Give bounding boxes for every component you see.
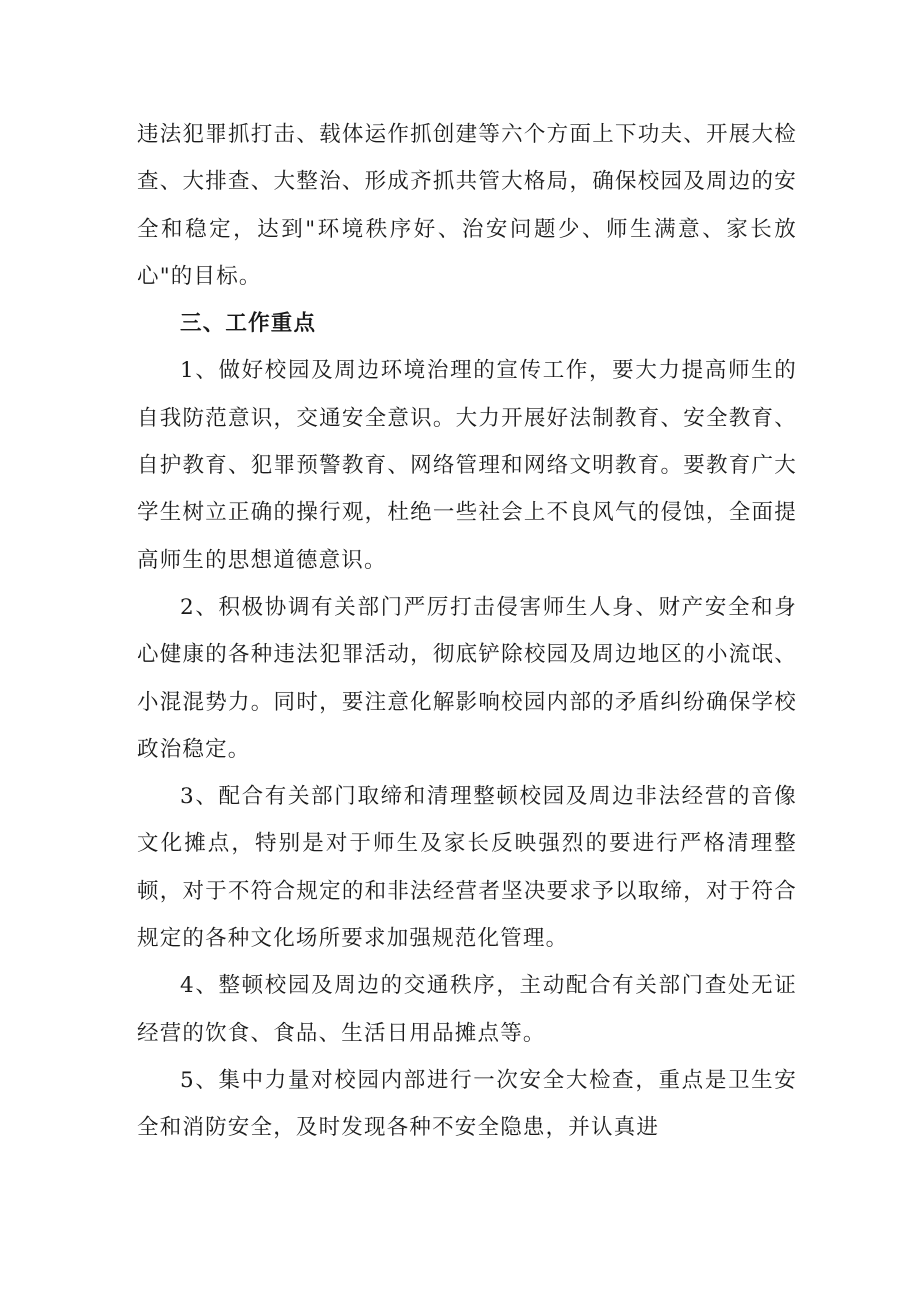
section-heading: 三、工作重点	[180, 311, 317, 337]
continuation-paragraph: 违法犯罪抓打击、载体运作抓创建等六个方面上下功夫、开展大检查、大排查、大整治、形成齐抓共管大格局，确保校园及周边的安全和稳定，达到"环境秩序好、治安问题少、师生满意、家长放心"的目标。	[137, 122, 797, 289]
item-paragraph-4: 4、整顿校园及周边的交通秩序，主动配合有关部门查处无证经营的饮食、食品、生活日用品摊点等。	[137, 973, 797, 1046]
document-body	[137, 111, 797, 1152]
item-paragraph-2: 2、积极协调有关部门严厉打击侵害师生人身、财产安全和身心健康的各种违法犯罪活动，彻底铲除校园及周边地区的小流氓、小混混势力。同时，要注意化解影响校园内部的矛盾纠纷确保学校政治稳定。	[137, 594, 797, 762]
item-paragraph-3: 3、配合有关部门取缔和清理整顿校园及周边非法经营的音像文化摊点，特别是对于师生及家长反映强烈的要进行严格清理整顿，对于不符合规定的和非法经营者坚决要求予以取缔，对于符合规定的各种文化场所要求加强规范化管理。	[137, 784, 797, 952]
item-paragraph-5: 5、集中力量对校园内部进行一次安全大检查，重点是卫生安全和消防安全，及时发现各种不安全隐患，并认真进	[137, 1067, 797, 1141]
item-paragraph-1: 1、做好校园及周边环境治理的宣传工作，要大力提高师生的自我防范意识，交通安全意识。大力开展好法制教育、安全教育、自护教育、犯罪预警教育、网络管理和网络文明教育。要教育广大学生树立正确的操行观，杜绝一些社会上不良风气的侵蚀，全面提高师生的思想道德意识。	[137, 358, 797, 573]
